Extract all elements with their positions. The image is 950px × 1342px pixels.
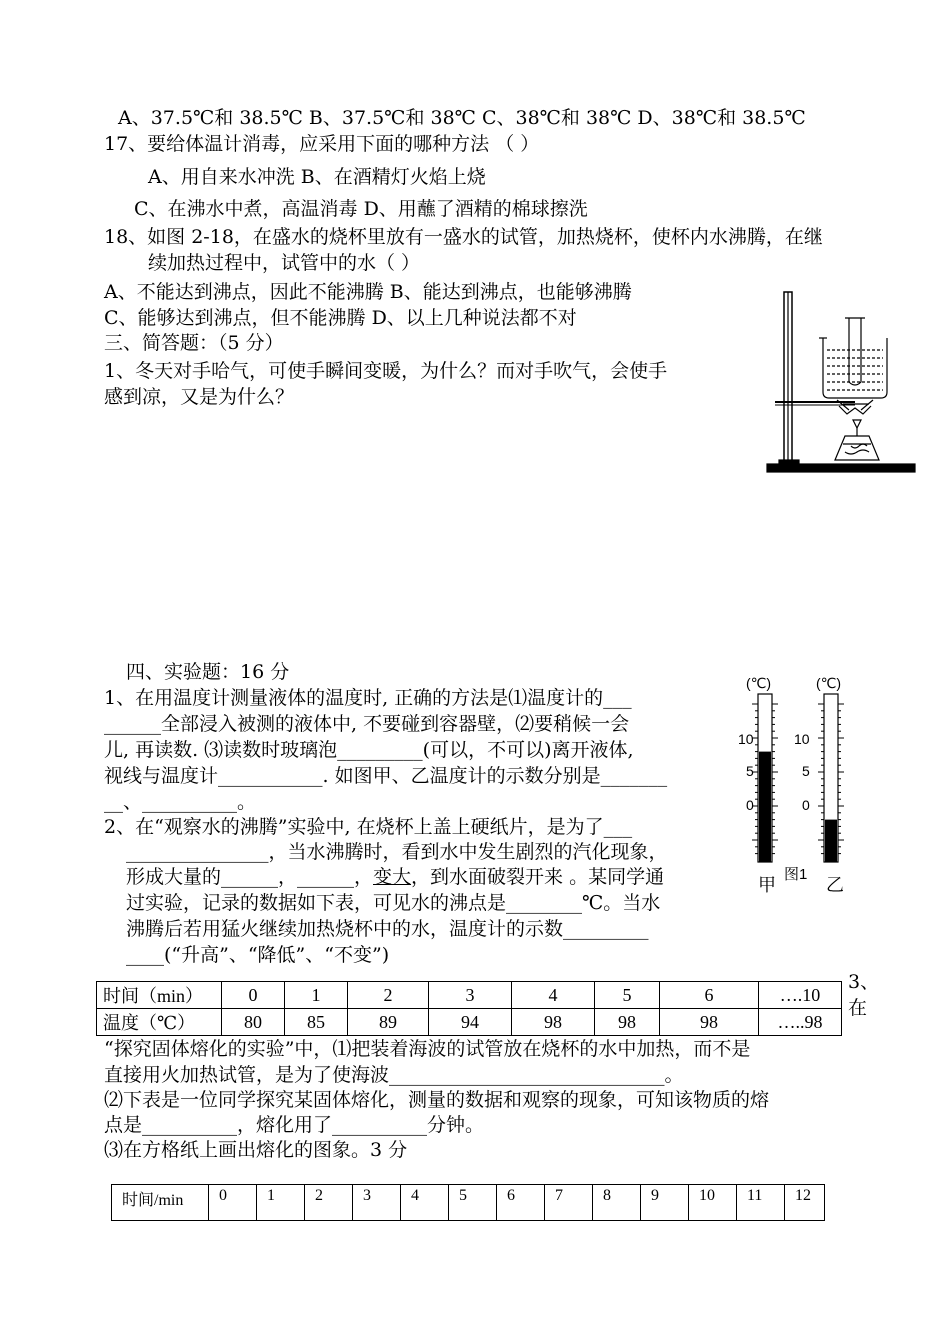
table-cell: 98 <box>512 1009 595 1036</box>
label-jia: 甲 <box>758 875 776 895</box>
table-cell: 1 <box>257 1185 305 1221</box>
underlined-word: 变大 <box>373 866 412 888</box>
table-cell: 6 <box>660 982 759 1009</box>
section3-title: 三、简答题：（5 分） <box>104 332 284 354</box>
exp1-line2: ______全部浸入被测的液体中, 不要碰到容器壁，⑵要稍候一会 <box>104 713 630 735</box>
table-cell: 12 <box>785 1185 825 1221</box>
q17-stem: 17、要给体温计消毒，应采用下面的哪种方法 （ ） <box>104 133 540 155</box>
exp1-line3: 儿, 再读数. ⑶读数时玻璃泡_________(可以，不可以)离开液体, <box>104 739 634 761</box>
tick-label-0-right: 0 <box>802 797 810 813</box>
table-cell: ….10 <box>759 982 842 1009</box>
table-cell: 9 <box>641 1185 689 1221</box>
q17-options-cd: C、在沸水中煮，高温消毒 D、用蘸了酒精的棉球擦洗 <box>134 198 588 220</box>
exp2-line3-a: 形成大量的______，______， <box>126 866 374 888</box>
table-cell: …..98 <box>759 1009 842 1036</box>
exp3-zai: 在 <box>848 997 868 1019</box>
exp3-line3: ⑵下表是一位同学探究某固体熔化，测量的数据和观察的现象，可知该物质的熔 <box>104 1089 770 1111</box>
table-cell: 2 <box>305 1185 353 1221</box>
table-cell: 8 <box>593 1185 641 1221</box>
q18-options-ab: A、不能达到沸点，因此不能沸腾 B、能达到沸点，也能够沸腾 <box>104 281 632 303</box>
exp1-line4: 视线与温度计___________. 如图甲、乙温度计的示数分别是_______ <box>104 765 668 787</box>
tick-label-10-left: 10 <box>738 731 754 747</box>
table-row <box>97 1009 842 1036</box>
table-cell: 10 <box>689 1185 737 1221</box>
tick-label-0-left: 0 <box>746 797 754 813</box>
table-cell: 4 <box>401 1185 449 1221</box>
liquid-column-yi <box>825 820 837 862</box>
q16-options: A、37.5℃和 38.5℃ B、37.5℃和 38℃ C、38℃和 38℃ D、38℃和 38.5℃ <box>118 107 806 129</box>
table-cell: 4 <box>512 982 595 1009</box>
q18-stem-line1: 18、如图 2-18，在盛水的烧杯里放有一盛水的试管，加热烧杯，使杯内水沸腾，在继 <box>104 226 823 248</box>
tick-label-10-right: 10 <box>794 731 810 747</box>
exp3-number: 3、 <box>848 971 880 993</box>
table-cell: 89 <box>348 1009 429 1036</box>
thermometers-figure <box>740 666 870 916</box>
exp3-line5: ⑶在方格纸上画出熔化的图象。3 分 <box>104 1139 408 1161</box>
section3-q1-line2: 感到凉，又是为什么？ <box>104 386 295 408</box>
tick-label-5-left: 5 <box>746 763 754 779</box>
table-cell: 98 <box>595 1009 660 1036</box>
liquid-column-jia <box>759 752 771 862</box>
exp2-line1: 2、在“观察水的沸腾”实验中, 在烧杯上盖上硬纸片，是为了___ <box>104 816 633 838</box>
thermometer-yi <box>824 694 838 862</box>
table-cell: 80 <box>222 1009 285 1036</box>
table-row <box>112 1185 825 1221</box>
section3-q1-line1: 1、冬天对手哈气，可使手瞬间变暖，为什么？而对手吹气，会使手 <box>104 360 668 382</box>
exp2-line5: 沸腾后若用猛火继续加热烧杯中的水，温度计的示数_________ <box>126 918 649 940</box>
exp2-line6: ____(“升高”、“降低”、“不变”) <box>126 944 390 966</box>
table-cell: 3 <box>429 982 512 1009</box>
table-cell: 6 <box>497 1185 545 1221</box>
unit-label-right: (℃) <box>816 675 842 691</box>
exp1-line5: __、__________。 <box>104 791 257 813</box>
exp2-line2: _______________，当水沸腾时，看到水中发生剧烈的汽化现象， <box>126 841 668 863</box>
thermometer-jia <box>758 694 772 862</box>
label-yi: 乙 <box>826 875 844 895</box>
table-row <box>97 982 842 1009</box>
table-cell: 温度（℃） <box>97 1009 222 1036</box>
boiling-apparatus-figure <box>765 288 917 476</box>
q18-options-cd: C、能够达到沸点，但不能沸腾 D、以上几种说法都不对 <box>104 307 577 329</box>
unit-label-left: (℃) <box>746 675 772 691</box>
exp2-line3 <box>126 865 664 889</box>
melting-data-table <box>111 1184 825 1221</box>
table-cell: 时间/min <box>112 1185 209 1221</box>
table-cell: 98 <box>660 1009 759 1036</box>
table-cell: 94 <box>429 1009 512 1036</box>
table-cell: 3 <box>353 1185 401 1221</box>
exp2-line4: 过实验，记录的数据如下表，可见水的沸点是________℃。当水 <box>126 892 661 914</box>
exp2-line3-b: ，到水面破裂开来 。某同学通 <box>411 866 665 888</box>
figure-caption: 图1 <box>784 866 808 883</box>
table-cell: 5 <box>449 1185 497 1221</box>
table-cell: 85 <box>285 1009 348 1036</box>
table-cell: 0 <box>209 1185 257 1221</box>
exp1-line1: 1、在用温度计测量液体的温度时, 正确的方法是⑴温度计的___ <box>104 687 632 709</box>
section4-title: 四、实验题：16 分 <box>126 661 290 683</box>
q17-options-ab: A、用自来水冲洗 B、在酒精灯火焰上烧 <box>148 166 486 188</box>
boiling-data-table <box>96 981 842 1036</box>
q18-stem-line2: 续加热过程中，试管中的水（ ） <box>148 252 421 274</box>
table-cell: 5 <box>595 982 660 1009</box>
tick-label-5-right: 5 <box>802 763 810 779</box>
table-cell: 0 <box>222 982 285 1009</box>
exp3-line4: 点是__________，熔化用了__________分钟。 <box>104 1114 485 1136</box>
table-cell: 2 <box>348 982 429 1009</box>
exp3-line2: 直接用火加热试管，是为了使海波_____________________________。 <box>104 1064 684 1086</box>
exp3-line1: “探究固体熔化的实验”中，⑴把装着海波的试管放在烧杯的水中加热，而不是 <box>104 1038 751 1060</box>
table-cell: 7 <box>545 1185 593 1221</box>
table-cell: 11 <box>737 1185 785 1221</box>
table-cell: 1 <box>285 982 348 1009</box>
table-cell: 时间（min） <box>97 982 222 1009</box>
